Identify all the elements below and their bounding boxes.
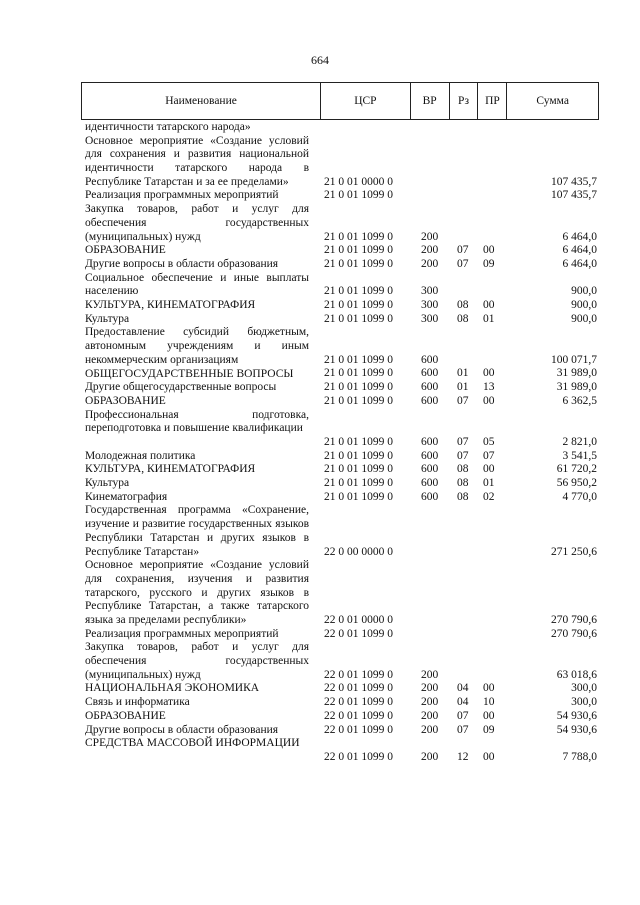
row-rz: 07 bbox=[457, 435, 469, 448]
row-rz: 07 bbox=[457, 709, 469, 722]
row-name: НАЦИОНАЛЬНАЯ ЭКОНОМИКА bbox=[85, 682, 260, 695]
row-sum: 3 541,5 bbox=[562, 449, 597, 462]
row-pr: 00 bbox=[483, 299, 495, 312]
row-rz: 04 bbox=[457, 696, 469, 709]
row-csr: 22 0 01 1099 0 bbox=[324, 627, 393, 640]
row-csr: 21 0 01 1099 0 bbox=[324, 189, 393, 202]
row-csr: 21 0 01 1099 0 bbox=[324, 449, 393, 462]
row-name: Другие вопросы в области образования bbox=[85, 257, 279, 270]
row-pr: 00 bbox=[483, 394, 495, 407]
table-row bbox=[0, 710, 640, 724]
row-pr: 02 bbox=[483, 490, 495, 503]
row-sum: 107 435,7 bbox=[551, 189, 597, 202]
row-name: СРЕДСТВА МАССОВОЙ ИНФОРМАЦИИ bbox=[85, 737, 300, 750]
table-row bbox=[0, 299, 640, 313]
row-pr: 00 bbox=[483, 682, 495, 695]
table-row bbox=[0, 395, 640, 409]
row-rz: 07 bbox=[457, 394, 469, 407]
row-csr: 21 0 01 1099 0 bbox=[324, 463, 393, 476]
row-name: КУЛЬТУРА, КИНЕМАТОГРАФИЯ bbox=[85, 299, 256, 312]
table-row bbox=[0, 121, 640, 135]
row-vr: 200 bbox=[421, 750, 439, 763]
row-name: Другие вопросы в области образования bbox=[85, 723, 279, 736]
table-row bbox=[0, 381, 640, 395]
table-row bbox=[0, 244, 640, 258]
row-sum: 270 790,6 bbox=[551, 614, 597, 626]
table-row bbox=[0, 326, 640, 367]
header-pr: ПР bbox=[478, 83, 507, 119]
row-pr: 07 bbox=[483, 449, 495, 462]
table-row bbox=[0, 641, 640, 682]
row-name: Кинематография bbox=[85, 490, 168, 503]
row-name: Профессиональная подготовка, переподготовка и повышение квалификации bbox=[85, 408, 309, 435]
table-row bbox=[0, 724, 640, 738]
row-csr: 21 0 01 1099 0 bbox=[324, 299, 393, 312]
row-pr: 05 bbox=[483, 435, 495, 448]
row-csr: 21 0 01 1099 0 bbox=[324, 477, 393, 490]
row-csr: 22 0 01 1099 0 bbox=[324, 668, 393, 681]
row-csr: 22 0 00 0000 0 bbox=[324, 545, 393, 558]
row-rz: 07 bbox=[457, 257, 469, 270]
table-row bbox=[0, 368, 640, 382]
row-pr: 10 bbox=[483, 696, 495, 709]
table-row bbox=[0, 696, 640, 710]
row-vr: 200 bbox=[421, 696, 439, 709]
row-pr: 00 bbox=[483, 709, 495, 722]
row-csr: 22 0 01 1099 0 bbox=[324, 696, 393, 709]
row-name: Связь и информатика bbox=[85, 696, 190, 709]
row-csr: 21 0 01 1099 0 bbox=[324, 244, 393, 257]
row-csr: 22 0 01 0000 0 bbox=[324, 614, 393, 626]
row-vr: 300 bbox=[421, 285, 439, 298]
row-name: Социальное обеспечение и иные выплаты населению bbox=[85, 271, 309, 298]
row-name: Основное мероприятие «Создание условий для сохранения и развития национальной идентичности татарского народа в Республике Татарстан и за ее пределами» bbox=[85, 134, 309, 188]
row-name: Закупка товаров, работ и услуг для обеспечения государственных (муниципальных) нужд bbox=[85, 641, 309, 681]
row-vr: 600 bbox=[421, 353, 439, 366]
row-pr: 09 bbox=[483, 257, 495, 270]
row-rz: 01 bbox=[457, 381, 469, 394]
row-rz: 08 bbox=[457, 463, 469, 476]
row-rz: 08 bbox=[457, 299, 469, 312]
row-csr: 21 0 01 1099 0 bbox=[324, 312, 393, 325]
table-row bbox=[0, 189, 640, 203]
row-sum: 2 821,0 bbox=[562, 435, 597, 448]
row-vr: 200 bbox=[421, 244, 439, 257]
row-name: ОБРАЗОВАНИЕ bbox=[85, 244, 166, 257]
row-pr: 13 bbox=[483, 381, 495, 394]
table-row bbox=[0, 313, 640, 327]
row-rz: 01 bbox=[457, 367, 469, 380]
row-name: ОБРАЗОВАНИЕ bbox=[85, 394, 166, 407]
row-name: Реализация программных мероприятий bbox=[85, 189, 279, 202]
row-name: Предоставление субсидий бюджетным, автономным учреждениям и иным некоммерческим организациям bbox=[85, 326, 309, 366]
row-name: Основное мероприятие «Создание условий для сохранения, изучения и развития татарского, русского и других языков в Республике Татарстан, а также татарского языка за пределами республики» bbox=[85, 559, 309, 627]
table-row bbox=[0, 450, 640, 464]
header-name: Наименование bbox=[82, 83, 321, 119]
header-vr: ВР bbox=[411, 83, 450, 119]
row-vr: 200 bbox=[421, 709, 439, 722]
row-vr: 200 bbox=[421, 723, 439, 736]
header-csr: ЦСР bbox=[321, 83, 411, 119]
page-number: 664 bbox=[311, 53, 329, 67]
row-vr: 300 bbox=[421, 312, 439, 325]
row-csr: 21 0 01 1099 0 bbox=[324, 257, 393, 270]
table-row bbox=[0, 628, 640, 642]
row-csr: 21 0 01 1099 0 bbox=[324, 353, 393, 366]
row-name: Реализация программных мероприятий bbox=[85, 627, 279, 640]
row-csr: 21 0 01 1099 0 bbox=[324, 490, 393, 503]
table-body bbox=[0, 121, 640, 765]
row-sum: 54 930,6 bbox=[556, 709, 597, 722]
row-vr: 600 bbox=[421, 394, 439, 407]
table-row bbox=[0, 491, 640, 505]
row-sum: 61 720,2 bbox=[556, 463, 597, 476]
row-rz: 07 bbox=[457, 723, 469, 736]
row-sum: 54 930,6 bbox=[556, 723, 597, 736]
row-pr: 01 bbox=[483, 312, 495, 325]
row-pr: 01 bbox=[483, 477, 495, 490]
table-row bbox=[0, 203, 640, 244]
row-sum: 900,0 bbox=[571, 299, 597, 312]
header-sum: Сумма bbox=[536, 95, 569, 107]
row-rz: 12 bbox=[457, 750, 469, 763]
row-rz: 08 bbox=[457, 477, 469, 490]
row-name: ОБЩЕГОСУДАРСТВЕННЫЕ ВОПРОСЫ bbox=[85, 367, 294, 380]
row-sum: 6 464,0 bbox=[562, 257, 597, 270]
header-rz: Рз bbox=[450, 83, 479, 119]
row-name: КУЛЬТУРА, КИНЕМАТОГРАФИЯ bbox=[85, 463, 256, 476]
row-csr: 22 0 01 1099 0 bbox=[324, 723, 393, 736]
row-vr: 600 bbox=[421, 435, 439, 448]
row-name: Государственная программа «Сохранение, изучение и развитие государственных языков Республики Татарстан и других языков в Республике Татарстан» bbox=[85, 504, 309, 558]
row-csr: 21 0 01 1099 0 bbox=[324, 285, 393, 298]
table-row bbox=[0, 135, 640, 190]
row-csr: 22 0 01 1099 0 bbox=[324, 682, 393, 695]
row-vr: 600 bbox=[421, 381, 439, 394]
row-sum: 900,0 bbox=[571, 285, 597, 298]
row-rz: 08 bbox=[457, 490, 469, 503]
row-name: Другие общегосударственные вопросы bbox=[85, 381, 277, 394]
row-vr: 600 bbox=[421, 477, 439, 490]
row-vr: 600 bbox=[421, 463, 439, 476]
table-row bbox=[0, 463, 640, 477]
table-row bbox=[0, 559, 640, 628]
row-vr: 600 bbox=[421, 367, 439, 380]
row-sum: 300,0 bbox=[571, 696, 597, 709]
table-row bbox=[0, 272, 640, 299]
row-pr: 00 bbox=[483, 463, 495, 476]
row-vr: 200 bbox=[421, 682, 439, 695]
row-rz: 08 bbox=[457, 312, 469, 325]
table-header bbox=[81, 82, 599, 120]
row-rz: 07 bbox=[457, 244, 469, 257]
table-row bbox=[0, 409, 640, 450]
row-name: Культура bbox=[85, 312, 130, 325]
row-csr: 21 0 01 1099 0 bbox=[324, 435, 393, 448]
row-sum: 6 362,5 bbox=[562, 394, 597, 407]
row-sum: 300,0 bbox=[571, 682, 597, 695]
row-sum: 107 435,7 bbox=[551, 175, 597, 188]
row-vr: 600 bbox=[421, 490, 439, 503]
row-sum: 56 950,2 bbox=[556, 477, 597, 490]
table-row bbox=[0, 737, 640, 764]
row-sum: 63 018,6 bbox=[556, 668, 597, 681]
row-csr: 21 0 01 1099 0 bbox=[324, 394, 393, 407]
row-csr: 21 0 01 1099 0 bbox=[324, 367, 393, 380]
row-csr: 21 0 01 1099 0 bbox=[324, 381, 393, 394]
row-vr: 300 bbox=[421, 299, 439, 312]
row-pr: 00 bbox=[483, 367, 495, 380]
row-csr: 22 0 01 1099 0 bbox=[324, 709, 393, 722]
row-rz: 07 bbox=[457, 449, 469, 462]
row-sum: 31 989,0 bbox=[556, 381, 597, 394]
row-sum: 900,0 bbox=[571, 312, 597, 325]
row-name: идентичности татарского народа» bbox=[85, 121, 251, 133]
row-sum: 7 788,0 bbox=[562, 750, 597, 763]
row-sum: 270 790,6 bbox=[551, 627, 597, 640]
row-sum: 6 464,0 bbox=[562, 244, 597, 257]
row-rz: 04 bbox=[457, 682, 469, 695]
row-vr: 200 bbox=[421, 230, 439, 243]
row-sum: 4 770,0 bbox=[562, 490, 597, 503]
row-vr: 600 bbox=[421, 449, 439, 462]
row-sum: 271 250,6 bbox=[551, 545, 597, 558]
row-name: Закупка товаров, работ и услуг для обеспечения государственных (муниципальных) нужд bbox=[85, 203, 309, 243]
row-name: Молодежная политика bbox=[85, 449, 196, 462]
row-name: ОБРАЗОВАНИЕ bbox=[85, 709, 166, 722]
row-pr: 00 bbox=[483, 244, 495, 257]
row-vr: 200 bbox=[421, 257, 439, 270]
table-row bbox=[0, 258, 640, 272]
row-pr: 00 bbox=[483, 750, 495, 763]
table-row bbox=[0, 504, 640, 559]
table-row bbox=[0, 477, 640, 491]
row-name: Культура bbox=[85, 477, 130, 490]
row-sum: 6 464,0 bbox=[562, 230, 597, 243]
row-sum: 31 989,0 bbox=[556, 367, 597, 380]
table-row bbox=[0, 682, 640, 696]
row-csr: 21 0 01 1099 0 bbox=[324, 230, 393, 243]
row-csr: 21 0 01 0000 0 bbox=[324, 175, 393, 188]
row-pr: 09 bbox=[483, 723, 495, 736]
row-csr: 22 0 01 1099 0 bbox=[324, 750, 393, 763]
row-vr: 200 bbox=[421, 668, 439, 681]
row-sum: 100 071,7 bbox=[551, 353, 597, 366]
